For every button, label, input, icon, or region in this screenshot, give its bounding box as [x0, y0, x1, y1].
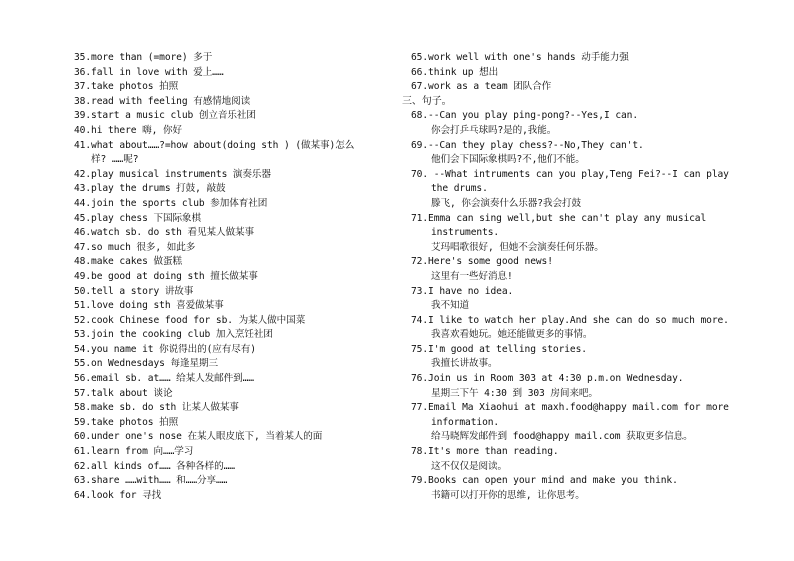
sentence-chinese: 这不仅仅是阅读。	[431, 460, 507, 472]
section-heading: 三、句子。	[402, 95, 452, 107]
vocab-item: 42.play musical instruments 演奏乐器	[74, 168, 271, 180]
vocab-item: 66.think up 想出	[411, 66, 499, 78]
vocab-item: 44.join the sports club 参加体育社团	[74, 197, 268, 209]
vocab-item: 67.work as a team 团队合作	[411, 81, 552, 93]
vocab-item: 45.play chess 下国际象棋	[74, 212, 201, 224]
vocab-item: 49.be good at doing sth 擅长做某事	[74, 270, 258, 282]
vocab-item: 40.hi there 嗨, 你好	[74, 124, 182, 136]
vocab-item: 65.work well with one's hands 动手能力强	[411, 52, 629, 63]
vocab-item: 62.all kinds of…… 各种各样的……	[74, 460, 235, 472]
vocab-item: 35.more than (=more) 多于	[74, 52, 213, 63]
sentence-chinese: 星期三下午 4:30 到 303 房间来吧。	[431, 387, 598, 399]
vocab-item-continuation: 样? ……呢?	[74, 154, 139, 166]
sentence-chinese: 我不知道	[431, 300, 469, 312]
sentence-english: 71.Emma can sing well,but she can't play any musical	[411, 212, 707, 224]
sentence-chinese: 你会打乒乓球吗?是的,我能。	[431, 124, 557, 136]
sentence-english: 72.Here's some good news!	[411, 256, 553, 268]
vocab-item: 53.join the cooking club 加入烹饪社团	[74, 329, 273, 341]
sentence-english: 77.Email Ma Xiaohui at maxh.food@happy mail.com for more	[411, 402, 729, 414]
vocab-item: 58.make sb. do sth 让某人做某事	[74, 402, 239, 414]
right-column	[402, 51, 732, 503]
vocab-item: 54.you name it 你说得出的(应有尽有)	[74, 343, 256, 355]
sentence-chinese: 滕飞, 你会演奏什么乐器?我会打鼓	[431, 197, 581, 209]
sentence-english: 75.I'm good at telling stories.	[411, 343, 587, 355]
vocab-item: 39.start a music club 创立音乐社团	[74, 110, 256, 122]
sentence-english: 70. --What intruments can you play,Teng Fei?--I can play	[411, 168, 729, 180]
sentence-chinese: 书籍可以打开你的思维, 让你思考。	[431, 489, 585, 501]
sentence-english-continuation: information.	[431, 416, 500, 428]
sentence-chinese: 他们会下国际象棋吗?不,他们不能。	[431, 154, 585, 166]
sentence-english: 78.It's more than reading.	[411, 446, 559, 458]
vocab-item: 56.email sb. at…… 给某人发邮件到……	[74, 373, 254, 385]
vocab-item: 55.on Wednesdays 每逢星期三	[74, 358, 218, 370]
vocab-item: 46.watch sb. do sth 看见某人做某事	[74, 227, 254, 239]
vocab-item: 36.fall in love with 爱上……	[74, 66, 224, 78]
vocab-item: 59.take photos 拍照	[74, 416, 179, 428]
vocab-item: 48.make cakes 做蛋糕	[74, 256, 182, 268]
vocab-item: 41.what about……?=how about(doing sth ) (做某事)怎么	[74, 139, 355, 151]
sentence-english: 68.--Can you play ping-pong?--Yes,I can.	[411, 110, 639, 122]
sentence-english: 79.Books can open your mind and make you think.	[411, 475, 678, 487]
vocab-item: 37.take photos 拍照	[74, 81, 179, 93]
vocab-item: 47.so much 很多, 如此多	[74, 241, 196, 253]
vocab-item: 57.talk about 谈论	[74, 387, 173, 399]
vocab-item: 50.tell a story 讲故事	[74, 285, 194, 297]
sentence-chinese: 给马晓辉发邮件到 food@happy mail.com 获取更多信息。	[431, 431, 693, 443]
sentence-english: 74.I like to watch her play.And she can do so much more.	[411, 314, 729, 326]
sentence-chinese: 艾玛唱歌很好, 但她不会演奏任何乐器。	[431, 241, 604, 253]
vocab-item: 60.under one's nose 在某人眼皮底下, 当着某人的面	[74, 431, 323, 443]
sentence-english: 69.--Can they play chess?--No,They can't.	[411, 139, 644, 151]
vocab-item: 38.read with feeling 有感情地阅读	[74, 95, 251, 107]
sentence-chinese: 我喜欢看她玩。她还能做更多的事情。	[431, 329, 593, 341]
sentence-chinese: 这里有一些好消息!	[431, 270, 513, 282]
sentence-english-continuation: instruments.	[431, 227, 500, 239]
sentence-english-continuation: the drums.	[431, 183, 488, 195]
vocab-item: 51.love doing sth 喜爱做某事	[74, 300, 224, 312]
vocab-item: 64.look for 寻找	[74, 489, 162, 501]
vocab-item: 43.play the drums 打鼓, 敲鼓	[74, 183, 226, 195]
sentence-english: 73.I have no idea.	[411, 285, 514, 297]
left-column	[74, 51, 392, 503]
sentence-english: 76.Join us in Room 303 at 4:30 p.m.on Wednesday.	[411, 373, 684, 385]
vocab-item: 63.share ……with…… 和……分享……	[74, 475, 228, 487]
sentence-chinese: 我擅长讲故事。	[431, 358, 498, 370]
vocab-item: 52.cook Chinese food for sb. 为某人做中国菜	[74, 314, 306, 326]
vocab-item: 61.learn from 向……学习	[74, 446, 194, 458]
